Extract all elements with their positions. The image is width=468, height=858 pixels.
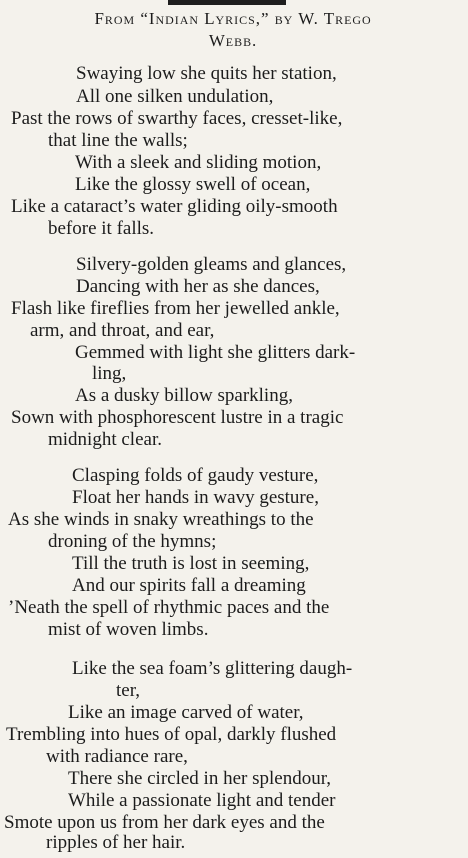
stanza-4-line-4: Trembling into hues of opal, darkly flushed bbox=[6, 724, 337, 745]
stanza-4-line-5: with radiance rare, bbox=[46, 746, 188, 767]
stanza-1-line-7: Like a cataract’s water gliding oily-smooth bbox=[11, 196, 338, 217]
stanza-3-line-4: droning of the hymns; bbox=[48, 531, 217, 552]
stanza-3-line-1: Clasping folds of gaudy vesture, bbox=[72, 465, 319, 486]
stanza-4-line-1: Like the sea foam’s glittering daugh- bbox=[72, 658, 353, 679]
stanza-3-line-8: mist of woven limbs. bbox=[48, 619, 209, 640]
stanza-1-line-8: before it falls. bbox=[48, 218, 155, 239]
poem-title-continued: Webb. bbox=[208, 31, 258, 50]
stanza-2-line-6: ling, bbox=[92, 363, 127, 384]
stanza-2-line-2: Dancing with her as she dances, bbox=[76, 276, 320, 297]
stanza-3-line-3: As she winds in snaky wreathings to the bbox=[8, 509, 314, 530]
stanza-3-line-5: Till the truth is lost in seeming, bbox=[72, 553, 310, 574]
stanza-3-line-7: ’Neath the spell of rhythmic paces and the bbox=[8, 597, 330, 618]
stanza-1-line-5: With a sleek and sliding motion, bbox=[75, 152, 322, 173]
stanza-2-line-8: Sown with phosphorescent lustre in a tragic bbox=[11, 407, 344, 428]
stanza-4-line-7: While a passionate light and tender bbox=[68, 790, 336, 811]
stanza-2-line-4: arm, and throat, and ear, bbox=[30, 320, 215, 341]
stanza-2-line-9: midnight clear. bbox=[48, 429, 162, 450]
header-rule bbox=[168, 0, 286, 5]
stanza-1-line-1: Swaying low she quits her station, bbox=[76, 63, 337, 84]
stanza-2-line-3: Flash like fireflies from her jewelled ankle, bbox=[11, 298, 340, 319]
stanza-3-line-6: And our spirits fall a dreaming bbox=[72, 575, 306, 596]
stanza-4-line-8: Smote upon us from her dark eyes and the bbox=[4, 812, 325, 833]
stanza-4-line-3: Like an image carved of water, bbox=[68, 702, 304, 723]
stanza-1-line-3: Past the rows of swarthy faces, cresset-like, bbox=[11, 108, 343, 129]
stanza-2-line-1: Silvery-golden gleams and glances, bbox=[76, 254, 347, 275]
stanza-1-line-2: All one silken undulation, bbox=[76, 86, 274, 107]
stanza-1-line-4: that line the walls; bbox=[48, 130, 188, 151]
stanza-1-line-6: Like the glossy swell of ocean, bbox=[75, 174, 311, 195]
stanza-2-line-5: Gemmed with light she glitters dark- bbox=[75, 342, 356, 363]
stanza-2-line-7: As a dusky billow sparkling, bbox=[75, 385, 293, 406]
stanza-4-line-2: ter, bbox=[116, 680, 141, 701]
poem-title: From “Indian Lyrics,” by W. Trego bbox=[94, 9, 372, 28]
stanza-3-line-2: Float her hands in wavy gesture, bbox=[72, 487, 319, 508]
stanza-4-line-9: ripples of her hair. bbox=[46, 832, 186, 853]
stanza-4-line-6: There she circled in her splendour, bbox=[68, 768, 332, 789]
